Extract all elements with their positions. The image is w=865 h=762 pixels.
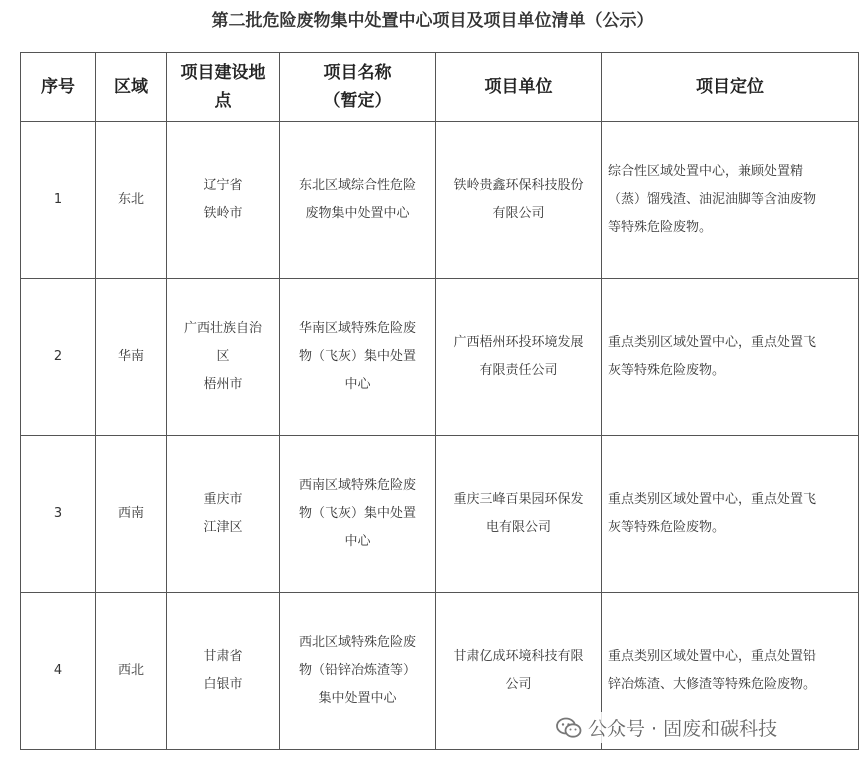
cell-location: 辽宁省 铁岭市	[167, 122, 280, 279]
cell-position: 综合性区域处置中心，兼顾处置精 （蒸）馏残渣、油泥油脚等含油废物 等特殊危险废物。	[602, 122, 859, 279]
column-header-location: 项目建设地 点	[167, 53, 280, 122]
page-title: 第二批危险废物集中处置中心项目及项目单位清单（公示）	[211, 11, 654, 31]
cell-region: 西北	[96, 593, 167, 750]
cell-no: 3	[21, 436, 96, 593]
cell-location: 广西壮族自治 区 梧州市	[167, 279, 280, 436]
column-header-region: 区域	[96, 53, 167, 122]
cell-unit: 广西梧州环投环境发展 有限责任公司	[436, 279, 602, 436]
cell-region: 东北	[96, 122, 167, 279]
cell-position: 重点类别区域处置中心，重点处置飞 灰等特殊危险废物。	[602, 436, 859, 593]
wechat-icon	[556, 717, 582, 739]
cell-location: 重庆市 江津区	[167, 436, 280, 593]
cell-no: 4	[21, 593, 96, 750]
column-header-position: 项目定位	[602, 53, 859, 122]
table-row	[21, 436, 859, 593]
cell-region: 华南	[96, 279, 167, 436]
cell-location: 甘肃省 白银市	[167, 593, 280, 750]
watermark-text: 公众号 · 固废和碳科技	[588, 718, 778, 740]
table-row	[21, 122, 859, 279]
cell-unit: 铁岭贵鑫环保科技股份 有限公司	[436, 122, 602, 279]
cell-name: 东北区域综合性危险 废物集中处置中心	[280, 122, 436, 279]
table-header-row	[21, 53, 859, 122]
project-table	[20, 52, 859, 750]
cell-no: 2	[21, 279, 96, 436]
cell-name: 华南区域特殊危险废 物（飞灰）集中处置 中心	[280, 279, 436, 436]
cell-unit: 甘肃亿成环境科技有限 公司	[436, 593, 602, 750]
cell-region: 西南	[96, 436, 167, 593]
cell-name: 西南区域特殊危险废 物（飞灰）集中处置 中心	[280, 436, 436, 593]
cell-position: 重点类别区域处置中心，重点处置铅 锌冶炼渣、大修渣等特殊危险废物。	[602, 593, 859, 750]
watermark	[552, 712, 781, 743]
column-header-no: 序号	[21, 53, 96, 122]
table-row	[21, 279, 859, 436]
cell-name: 西北区域特殊危险废 物（铅锌冶炼渣等） 集中处置中心	[280, 593, 436, 750]
column-header-unit: 项目单位	[436, 53, 602, 122]
cell-unit: 重庆三峰百果园环保发 电有限公司	[436, 436, 602, 593]
column-header-name: 项目名称 （暂定）	[280, 53, 436, 122]
cell-no: 1	[21, 122, 96, 279]
cell-position: 重点类别区域处置中心，重点处置飞 灰等特殊危险废物。	[602, 279, 859, 436]
